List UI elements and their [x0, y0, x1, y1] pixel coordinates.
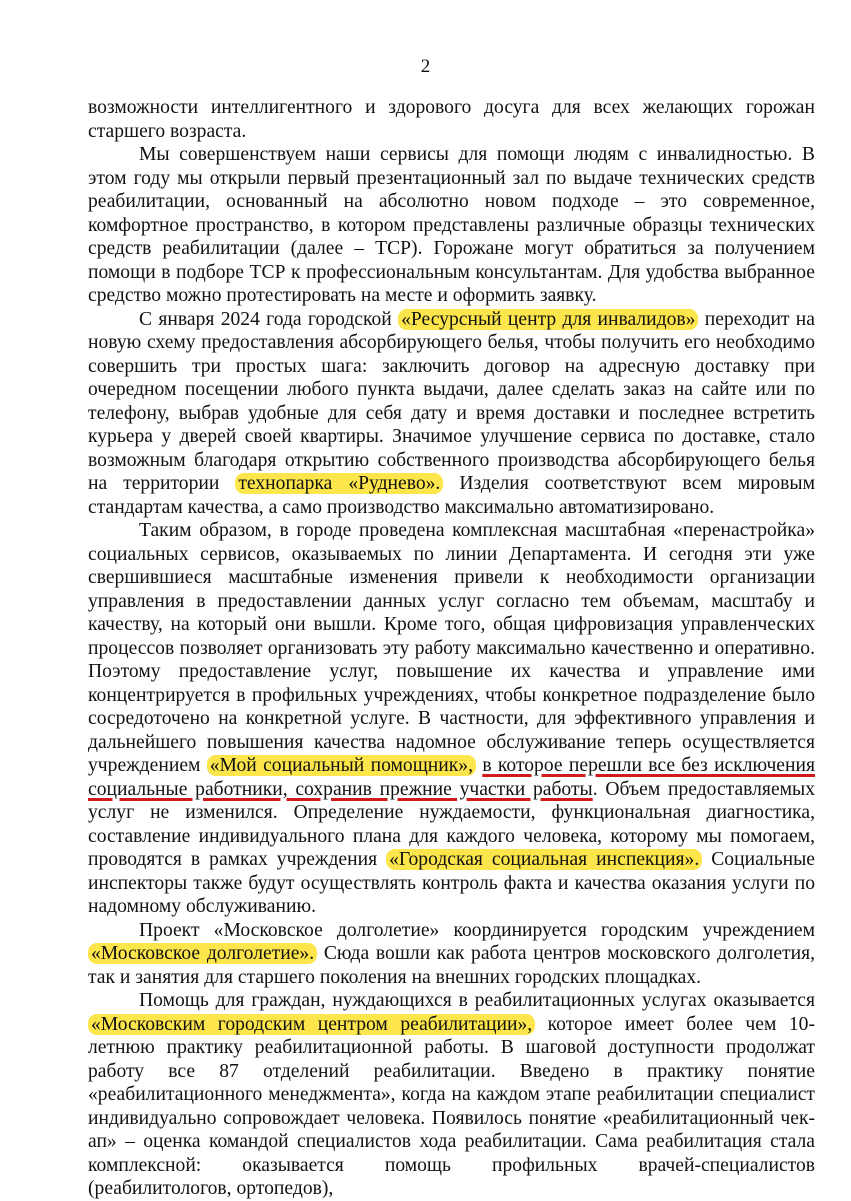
document-body	[88, 96, 815, 1201]
highlight-rehabilitation-center: «Московским городским центром реабилитации»,	[88, 1014, 535, 1035]
paragraph-continuation	[88, 96, 815, 143]
paragraph-moscow-longevity: Проект «Московское долголетие» координируется городским учреждением «Московское долголетие». Сюда вошли как работа центров московского долголетия, так и занятия для старшего поколения на внешних городских площадках.	[88, 919, 815, 988]
highlight-city-social-inspection: «Городская социальная инспекция».	[386, 849, 702, 870]
paragraph-text: Мы совершенствуем наши сервисы для помощи людям с инвалидностью. В этом году мы открыли первый презентационный зал по выдаче технических средств реабилитации, основанный на абсолютно новом подходе – это современное, комфортное пространство, в котором представлены различные образцы технических средств реабилитации (далее – ТСР). Горожане могут обратиться за получением помощи в подборе ТСР к профессиональным консультантам. Для удобства выбранное средство можно протестировать на месте и оформить заявку.	[88, 144, 815, 306]
paragraph-text: возможности интеллигентного и здорового досуга для всех желающих горожан старшего возраста.	[88, 97, 815, 142]
paragraph-resource-center: С января 2024 года городской «Ресурсный центр для инвалидов» переходит на новую схему предоставления абсорбирующего белья, чтобы получить его необходимо совершить три простых шага: заключить договор на адресную доставку при очередном посещении любого пункта выдачи, далее сделать заказ на сайте или по телефону, выбрав удобные для себя дату и время доставки и последнее встретить курьера у дверей своей квартиры. Значимое улучшение сервиса по доставке, стало возможным благодаря открытию собственного производства абсорбирующего белья на территории технопарка «Руднево». Изделия соответствуют всем мировым стандартам качества, а само производство максимально автоматизировано.	[88, 308, 815, 518]
paragraph-rehabilitation: Помощь для граждан, нуждающихся в реабилитационных услугах оказывается «Московским городским центром реабилитации», которое имеет более чем 10-летнюю практику реабилитационной работы. В шаговой доступности продолжат работу все 87 отделений реабилитации. Введено в практику понятие «реабилитационного менеджмента», когда на каждом этапе реабилитации специалист индивидуально сопровождает человека. Появилось понятие «реабилитационный чек-ап» – оценка командой специалистов хода реабилитации. Сама реабилитация стала комплексной: оказывается помощь профильных врачей-специалистов (реабилитологов, ортопедов),	[88, 990, 815, 1199]
highlight-resource-center: «Ресурсный центр для инвалидов»	[398, 309, 698, 330]
highlight-my-social-helper: «Мой социальный помощник»,	[207, 755, 476, 776]
paragraph-social-services: Таким образом, в городе проведена комплексная масштабная «перенастройка» социальных сервисов, оказываемых по линии Департамента. И сегодня эти уже свершившиеся масштабные изменения привели к необходимости организации управления в предоставлении данных услуг согласно тем объемам, масштабу и качеству, на который они вышли. Кроме того, общая цифровизация управленческих процессов позволяет организовать эту работу максимально качественно и оперативно. Поэтому предоставление услуг, повышение их качества и управление ими концентрируется в профильных учреждениях, чтобы конкретное подразделение было сосредоточено на конкретной услуге. В частности, для эффективного управления и дальнейшего повышения качества надомное обслуживание теперь осуществляется учреждением «Мой социальный помощник», в которое перешли все без исключения социальные работники, сохранив прежние участки работы. Объем предоставляемых услуг не изменился. Определение нуждаемости, функциональная диагностика, составление индивидуального плана для каждого человека, которому мы помогаем, проводятся в рамках учреждения «Городская социальная инспекция». Социальные инспекторы также будут осуществлять контроль факта и качества оказания услуги по надомному обслуживанию.	[88, 520, 815, 917]
underlined-social-workers: в которое перешли все без исключения социальные работники, сохранив прежние участки работы	[88, 755, 815, 800]
highlight-moscow-longevity: «Московское долголетие».	[88, 943, 317, 964]
page-number: 2	[420, 56, 431, 77]
highlight-rudnevo-technopark: технопарка «Руднево».	[235, 473, 443, 494]
paragraph-assistive-devices	[88, 143, 815, 308]
